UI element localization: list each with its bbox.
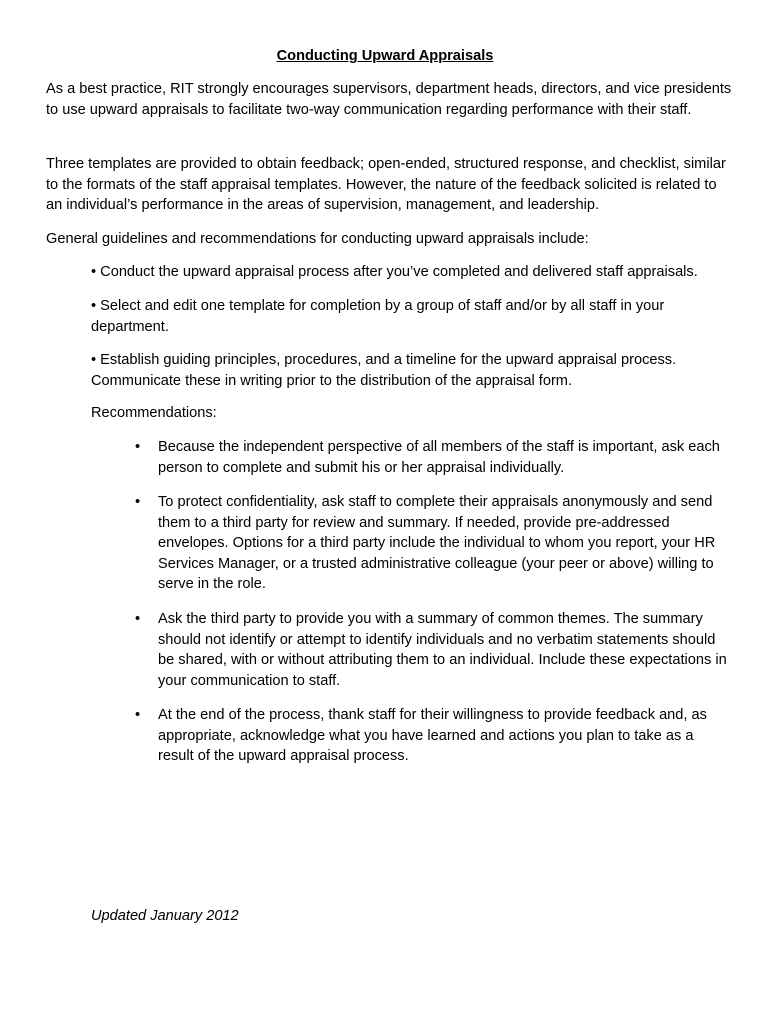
document-title: Conducting Upward Appraisals (276, 48, 494, 64)
updated-date: Updated January 2012 (91, 908, 239, 924)
guideline-item: • Select and edit one template for completion by a group of staff and/or by all staff in your department. (91, 298, 665, 335)
bullet-icon: • (135, 611, 141, 627)
bullet-icon: • (135, 707, 141, 723)
guideline-item: • Conduct the upward appraisal process after you’ve completed and delivered staff appraisals. (91, 264, 698, 280)
intro-paragraph: As a best practice, RIT strongly encourages supervisors, department heads, directors, and vice presidents to use upward appraisals to facilitate two-way communication regarding performance with their staff. (46, 81, 732, 118)
bullet-icon: • (135, 439, 141, 455)
recommendation-text: To protect confidentiality, ask staff to complete their appraisals anonymously and send them to a third party for review and summary. If needed, provide pre-addressed envelopes. Options for a third party include the individual to whom you report, your HR Services Manager, or a trusted administrative colleague (your peer or above) willing to serve in the role. (158, 494, 716, 592)
recommendations-heading: Recommendations: (91, 405, 217, 421)
guideline-item: • Establish guiding principles, procedures, and a timeline for the upward appraisal process. Communicate these in writing prior to the distribution of the appraisal form. (91, 352, 677, 389)
guidelines-intro-paragraph: General guidelines and recommendations for conducting upward appraisals include: (46, 231, 589, 247)
templates-paragraph: Three templates are provided to obtain feedback; open-ended, structured response, and checklist, similar to the formats of the staff appraisal templates. However, the nature of the feedback solicited is related to an individual’s performance in the areas of supervision, management, and leadership. (46, 156, 726, 213)
recommendation-text: Ask the third party to provide you with a summary of common themes. The summary should not identify or attempt to identify individuals and no verbatim statements should be shared, with or without attributing them to an individual. Include these expectations in your communication to staff. (158, 611, 727, 689)
recommendation-text: At the end of the process, thank staff for their willingness to provide feedback and, as appropriate, acknowledge what you have learned and actions you plan to take as a result of the upward appraisal process. (158, 707, 707, 764)
bullet-icon: • (135, 494, 141, 510)
recommendation-text: Because the independent perspective of all members of the staff is important, ask each person to complete and submit his or her appraisal individually. (158, 439, 720, 476)
